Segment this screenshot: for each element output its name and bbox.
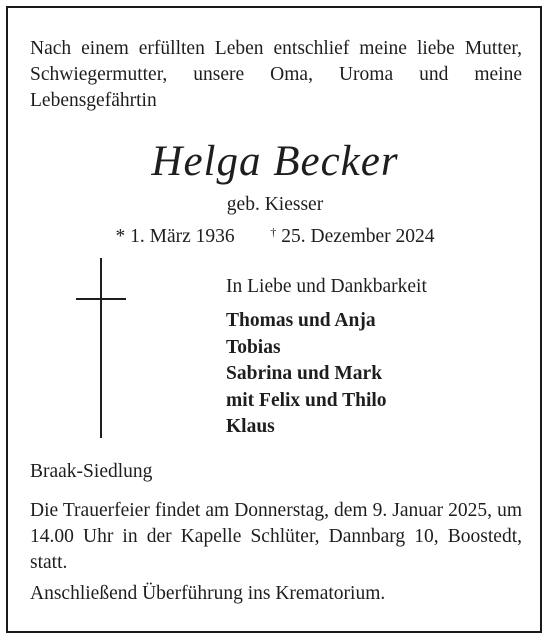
transfer-note: Anschließend Überführung ins Krematorium. xyxy=(30,583,386,604)
birth-date: 1. März 1936 xyxy=(130,226,235,247)
funeral-details: Die Trauerfeier findet am Donnerstag, dem 9. Januar 2025, um 14.00 Uhr in der Kapelle Schlüter, Dannbarg 10, Boostedt, statt. xyxy=(30,500,522,573)
mourner-item: Tobias xyxy=(226,336,281,358)
life-dates xyxy=(0,219,550,250)
maiden-name: geb. Kiesser xyxy=(226,194,324,215)
mourner-item: mit Felix und Thilo xyxy=(226,389,387,411)
birth-symbol: * xyxy=(115,226,126,247)
deceased-name: Helga Becker xyxy=(151,138,399,185)
mourner-item: Klaus xyxy=(226,416,275,437)
mourner-item: Thomas und Anja xyxy=(226,310,376,331)
mourners-list xyxy=(226,308,387,441)
place-name: Braak-Siedlung xyxy=(30,461,153,482)
intro-text: Nach einem erfüllten Leben entschlief meine liebe Mutter, Schwiegermutter, unsere Oma, Uroma und meine Lebensgefährtin xyxy=(30,38,522,111)
thanks-line: In Liebe und Dankbarkeit xyxy=(226,276,427,297)
cross-icon xyxy=(76,258,126,438)
death-date: 25. Dezember 2024 xyxy=(281,226,435,247)
death-symbol: † xyxy=(270,225,277,239)
mourner-item: Sabrina und Mark xyxy=(226,363,383,384)
